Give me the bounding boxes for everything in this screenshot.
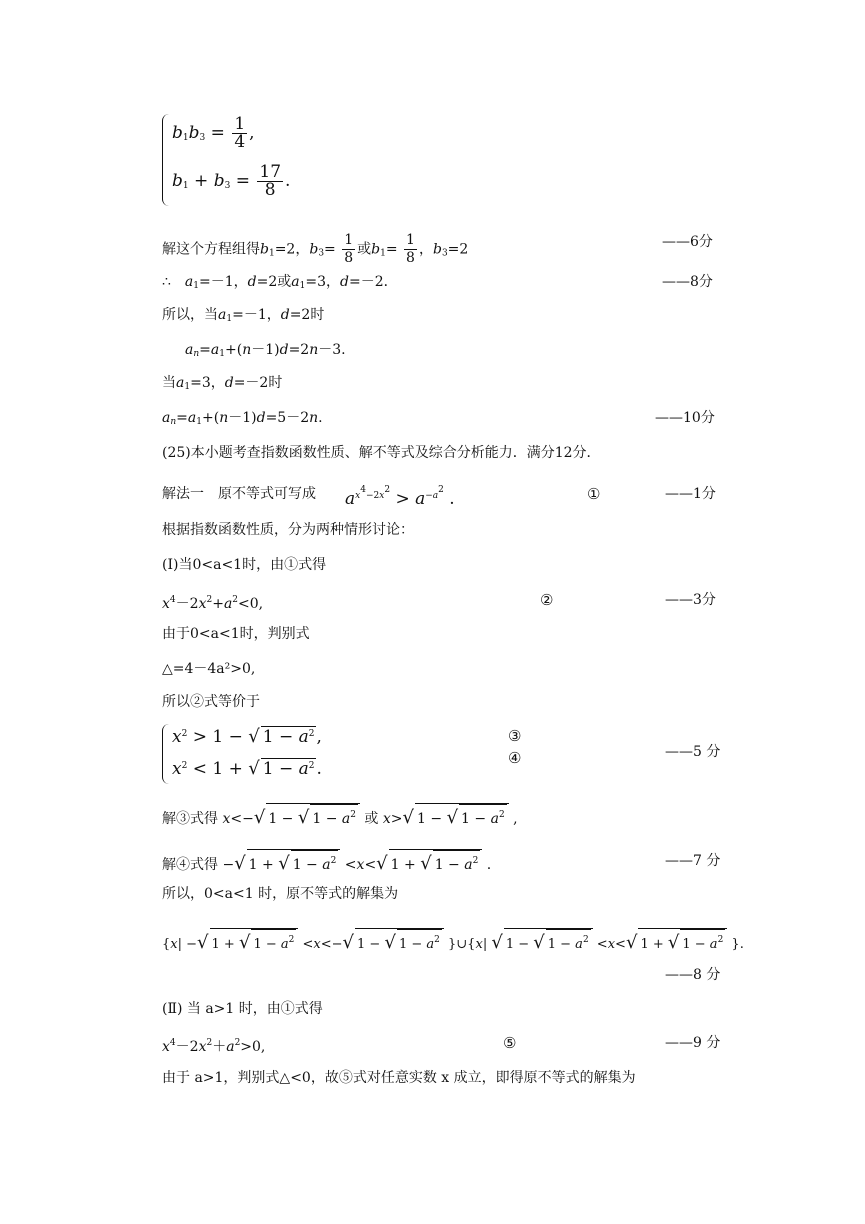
inequality-1: $a^{x^4-2x^2} > a^{-a^2}$ . <box>345 485 455 509</box>
method-one-line <box>162 484 316 504</box>
text-solve-4: 解④式得 <box>162 857 218 873</box>
discussion-intro: 根据指数函数性质，分为两种情形讨论： <box>162 522 414 538</box>
score-6: ——6分 <box>662 234 713 250</box>
formula-an-2: $a_n=a_1+(n-1)d=5-2n$. <box>162 410 323 427</box>
discriminant-value: △=4－4a²>0, <box>162 661 256 677</box>
inequality-5: $x^4-2x^2+a^2>0$, <box>162 1038 266 1055</box>
case-a1-neg1: 所以，当$a_1=-1$，d=2时 <box>162 307 325 324</box>
score-7: ——7 分 <box>665 853 721 869</box>
solution-set-line: {x| −√ 1 + √ $1 - a^2 <x<-√$ 1 − √ $1 - a^2$ }∪{x| √ 1 − √ $1 - a^2 <x<√$ 1 + √ $1 - a^2$ }. <box>162 928 744 955</box>
score-8a: ——8分 <box>662 274 713 290</box>
text-when: 当 <box>162 375 176 391</box>
solution-line-b: 解这个方程组得$b_1=2$，$b_3=$ $\frac{1}{8}$ 或$b_1=$ $\frac{1}{8}$ ，$b_3=2$ <box>162 232 469 266</box>
therefore-line: ∴ $a_1=-1$，d=2或$a_1=3$，d=－2． <box>162 274 398 291</box>
discriminant-intro: 由于0<a<1时，判别式 <box>162 626 310 642</box>
score-10: ——10分 <box>655 410 715 426</box>
score-5: ——5 分 <box>665 744 721 760</box>
problem-25-header: (25)本小题考查指数函数性质、解不等式及综合分析能力．满分12分． <box>162 445 601 461</box>
text-solve-3: 解③式得 <box>162 811 218 827</box>
case-two-header: (Ⅱ) 当 a>1 时，由①式得 <box>162 1001 323 1017</box>
score-3: ——3分 <box>665 592 716 608</box>
circled-1: ① <box>587 485 601 503</box>
score-1: ——1分 <box>665 486 716 502</box>
solve-3-line: 解③式得 x<−√ 1 − √ $1 - a^2$ 或 x>√ 1 − √ $1 - a^2$ , <box>162 803 518 829</box>
equation-system-b: $b_1b_3$ = $\frac{1}{4}$ , $b_1 + b_3$ = $\frac{17}{8}$ . <box>162 112 322 210</box>
score-9: ——9 分 <box>665 1035 721 1051</box>
therefore-symbol: ∴ <box>162 274 171 290</box>
text-method-one: 解法一 原不等式可写成 <box>162 486 316 502</box>
equivalence-line: 所以②式等价于 <box>162 694 260 710</box>
text-solve-system: 解这个方程组得 <box>162 241 260 258</box>
text-so-when: 所以，当 <box>162 307 218 323</box>
score-8b: ——8 分 <box>665 967 721 983</box>
case-one-header: (Ⅰ)当0<a<1时，由①式得 <box>162 557 327 573</box>
formula-an-1: $a_n=a_1+(n-1)d=2n-3$. <box>185 342 346 359</box>
circled-3: ③ <box>508 727 522 745</box>
case-a1-3: 当$a_1=3$，d=－2时 <box>162 375 283 392</box>
circled-2: ② <box>540 591 554 609</box>
circled-4: ④ <box>508 749 522 767</box>
equation-system-x: $x^2 > 1$ − √ $1 - a^2$ , $x^2 < 1$ + √ $1 - a^2$ . <box>162 722 362 788</box>
final-line: 由于 a>1，判别式△<0，故⑤式对任意实数 x 成立，即得原不等式的解集为 <box>162 1070 636 1086</box>
solution-set-intro: 所以，0<a<1 时，原不等式的解集为 <box>162 886 399 902</box>
inequality-2: $x^4-2x^2+a^2<0$, <box>162 595 264 612</box>
solve-4-line: 解④式得 −√ 1 + √ $1 - a^2 <x<√$ 1 + √ $1 - a^2$ . <box>162 849 491 875</box>
circled-5: ⑤ <box>503 1034 517 1052</box>
